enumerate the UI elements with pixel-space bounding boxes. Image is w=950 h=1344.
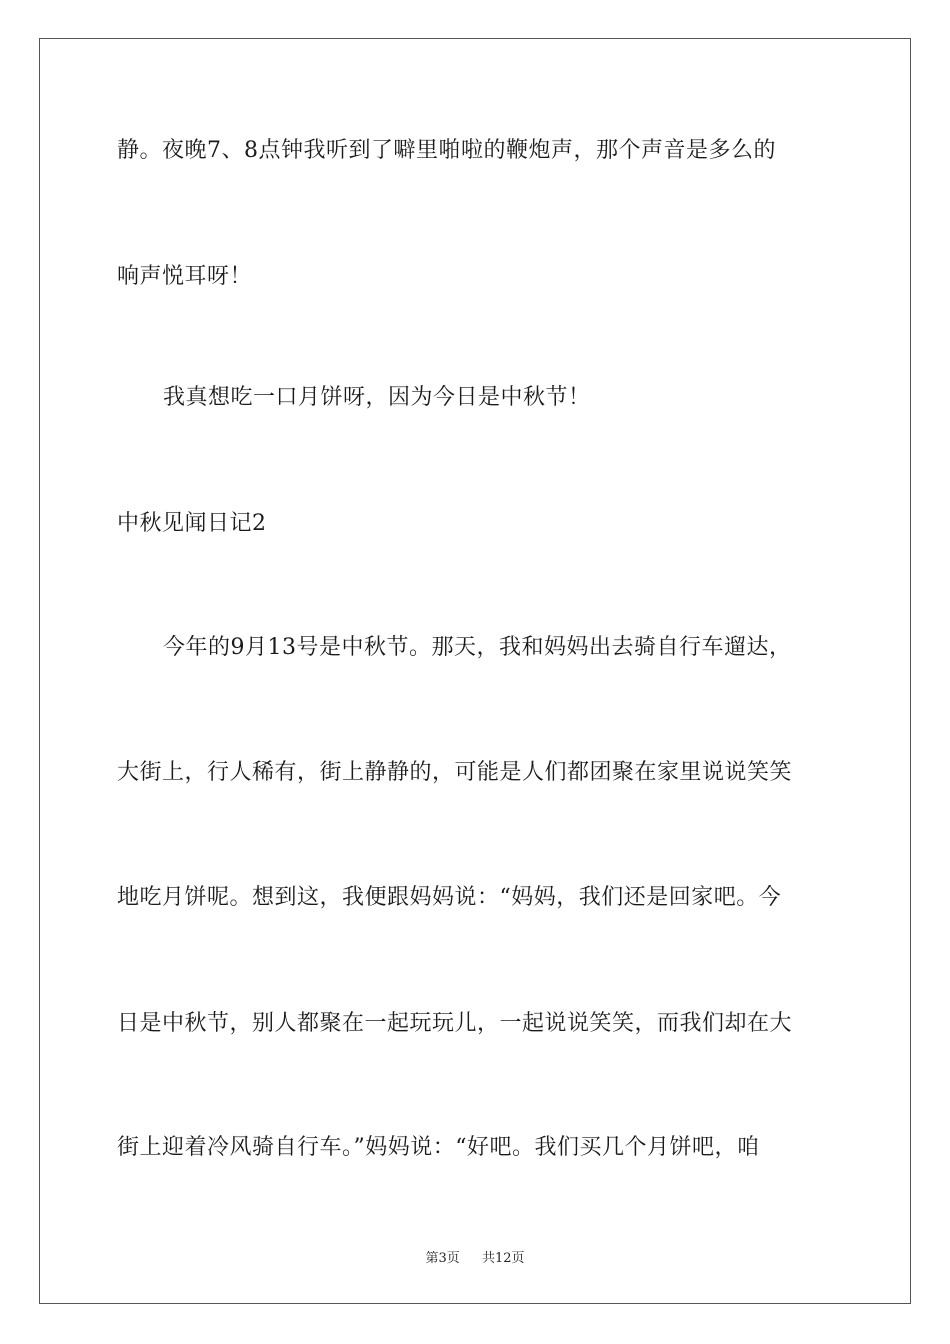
page-frame <box>39 38 911 1304</box>
body-line: 街上迎着冷风骑自行车。”妈妈说：“好吧。我们买几个月饼吧，咱 <box>117 1135 760 1160</box>
section-heading: 中秋见闻日记2 <box>117 511 267 536</box>
body-line: 日是中秋节，别人都聚在一起玩玩儿，一起说说笑笑，而我们却在大 <box>117 1011 793 1036</box>
page-total: 共12页 <box>482 1251 525 1266</box>
body-line: 我真想吃一口月饼呀，因为今日是中秋节！ <box>163 385 591 410</box>
page-footer <box>0 1247 950 1266</box>
body-line: 大街上，行人稀有，街上静静的，可能是人们都团聚在家里说说笑笑 <box>117 760 793 785</box>
body-line: 今年的9月13号是中秋节。那天，我和妈妈出去骑自行车遛达， <box>163 635 792 660</box>
body-line: 地吃月饼呢。想到这，我便跟妈妈说：“妈妈，我们还是回家吧。今 <box>117 885 782 910</box>
body-line: 静。夜晚7、8点钟我听到了噼里啪啦的鞭炮声，那个声音是多么的 <box>117 138 776 163</box>
page-number: 第3页 <box>425 1251 460 1266</box>
body-line: 响声悦耳呀！ <box>117 264 253 289</box>
